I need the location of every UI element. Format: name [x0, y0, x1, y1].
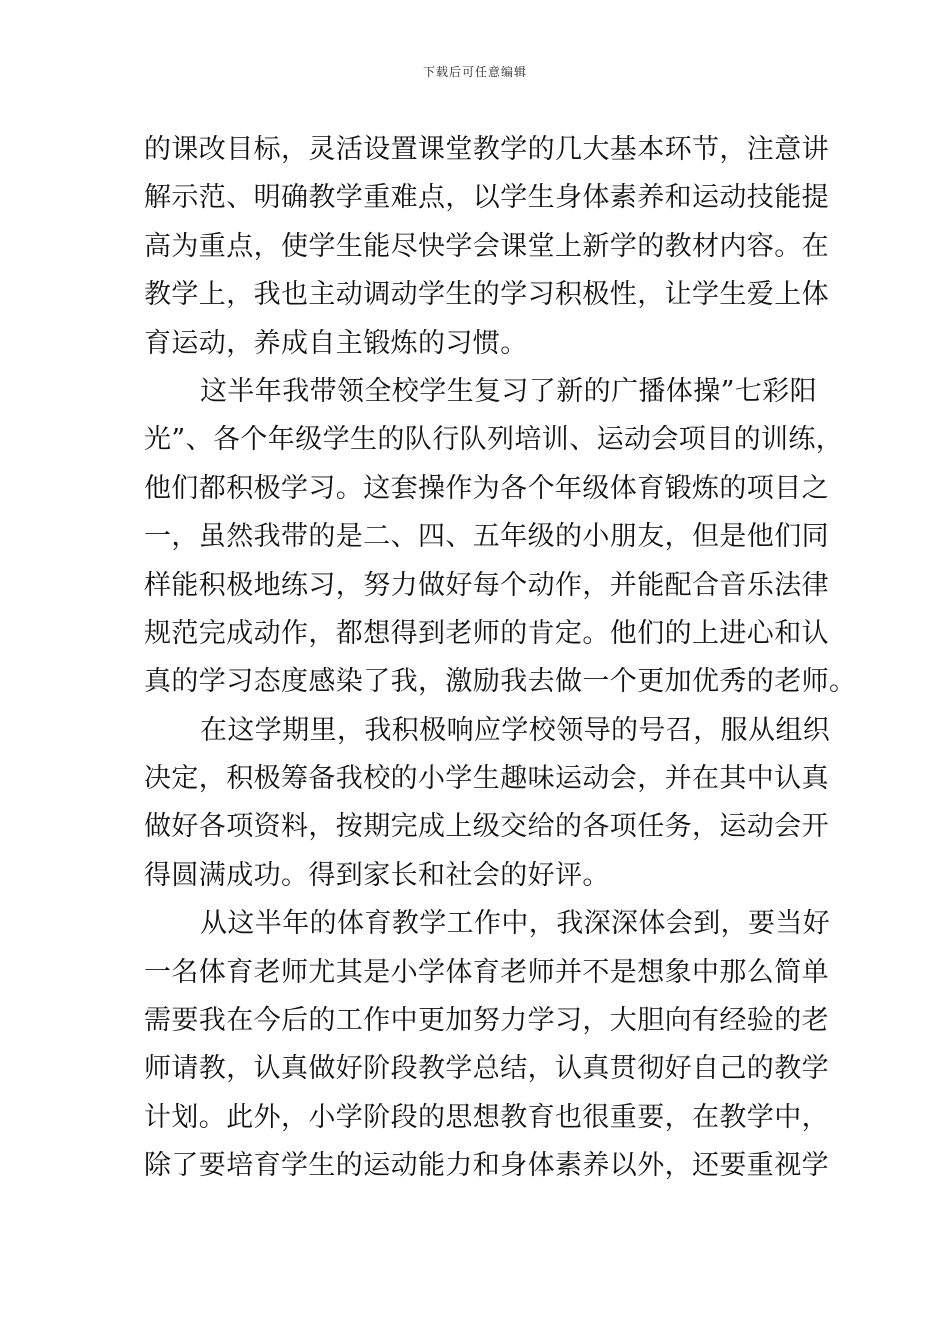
- text-line: 高为重点，使学生能尽快学会课堂上新学的教材内容。在: [144, 230, 829, 262]
- text-line: 育运动，养成自主锻炼的习惯。: [144, 327, 528, 359]
- text-line: 在这学期里，我积极响应学校领导的号召，服从组织: [200, 714, 831, 746]
- page-header-note: 下载后可任意编辑: [422, 65, 527, 79]
- text-line: 解示范、明确教学重难点，以学生身体素养和运动技能提: [144, 182, 829, 214]
- text-line: 这半年我带领全校学生复习了新的广播体操”七彩阳: [200, 375, 818, 407]
- text-line: 决定，积极筹备我校的小学生趣味运动会，并在其中认真: [144, 763, 829, 795]
- text-line: 一名体育老师尤其是小学体育老师并不是想象中那么简单: [144, 956, 829, 988]
- text-line: 从这半年的体育教学工作中，我深深体会到，要当好: [200, 908, 831, 940]
- text-line: 师请教，认真做好阶段教学总结，认真贯彻好自己的教学: [144, 1053, 829, 1085]
- text-line: 的课改目标，灵活设置课堂教学的几大基本环节，注意讲: [144, 134, 829, 165]
- text-line: 真的学习态度感染了我，激励我去做一个更加优秀的老师。: [144, 666, 857, 698]
- text-line: 规范完成动作，都想得到老师的肯定。他们的上进心和认: [144, 617, 829, 649]
- text-line: 光”、各个年级学生的队行队列培训、运动会项目的训练，: [144, 424, 844, 456]
- text-line: 需要我在今后的工作中更加努力学习，大胆向有经验的老: [144, 1005, 829, 1037]
- text-line: 一，虽然我带的是二、四、五年级的小朋友，但是他们同: [144, 521, 829, 553]
- document-body: [144, 126, 857, 1191]
- text-line: 除了要培育学生的运动能力和身体素养以外，还要重视学: [144, 1150, 829, 1182]
- text-line: 样能积极地练习，努力做好每个动作，并能配合音乐法律: [144, 569, 829, 601]
- text-line: 他们都积极学习。这套操作为各个年级体育锻炼的项目之: [144, 472, 829, 504]
- text-line: 计划。此外，小学阶段的思想教育也很重要，在教学中，: [144, 1101, 829, 1133]
- text-line: 教学上，我也主动调动学生的学习积极性，让学生爱上体: [144, 279, 829, 311]
- text-line: 做好各项资料，按期完成上级交给的各项任务，运动会开: [144, 811, 829, 843]
- text-line: 得圆满成功。得到家长和社会的好评。: [144, 859, 610, 891]
